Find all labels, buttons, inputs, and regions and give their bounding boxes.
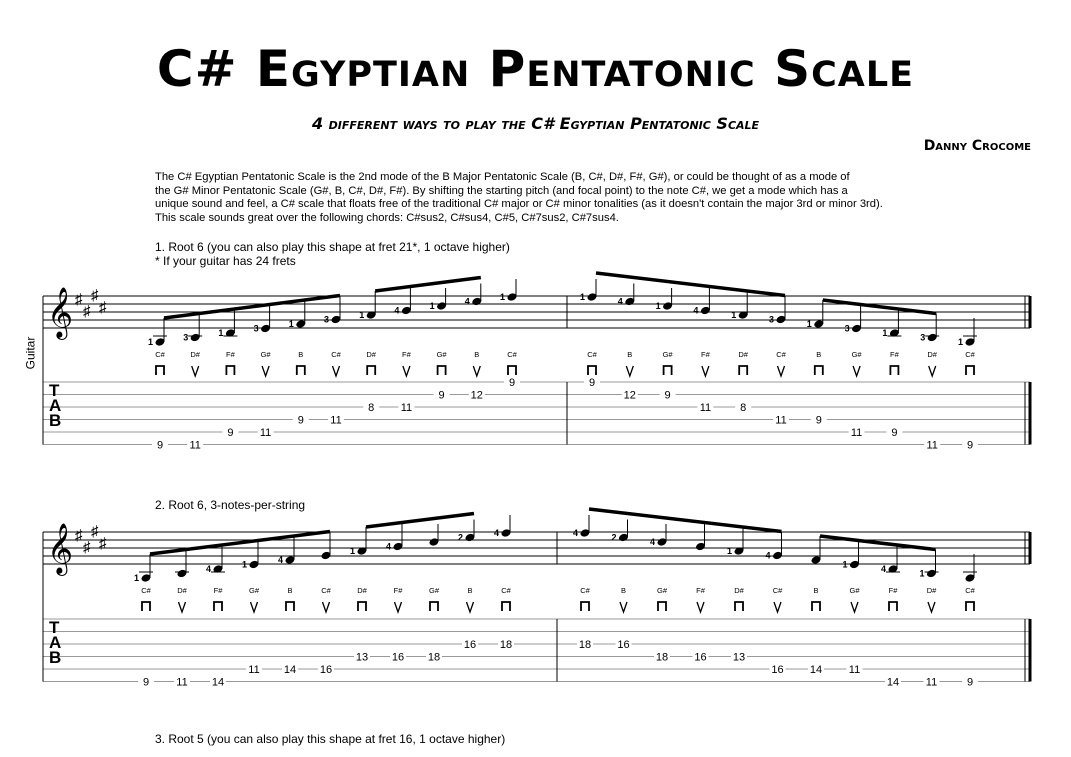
beam xyxy=(589,509,782,532)
finger-number: 4 xyxy=(278,555,284,565)
tab-number: 11 xyxy=(400,402,413,414)
finger-number: 1 xyxy=(350,546,356,556)
finger-number: 3 xyxy=(844,323,850,334)
tab-number: 18 xyxy=(578,639,592,651)
beam xyxy=(366,514,474,528)
upstroke-icon xyxy=(403,366,410,376)
sharp-icon: ♯ xyxy=(91,523,99,540)
note-name: B xyxy=(813,586,819,595)
upstroke-icon xyxy=(262,366,269,376)
finger-number: 1 xyxy=(731,310,737,320)
beam xyxy=(375,278,481,292)
note-name: F# xyxy=(393,586,403,595)
upstroke-icon xyxy=(851,602,858,612)
note-name: D# xyxy=(357,586,367,595)
tab-number: 9 xyxy=(297,414,304,427)
finger-number: 1 xyxy=(134,573,140,583)
downstroke-icon xyxy=(658,602,666,611)
upstroke-icon xyxy=(395,602,402,612)
finger-number: 4 xyxy=(693,305,699,316)
downstroke-icon xyxy=(214,602,222,611)
finger-number: 1 xyxy=(359,310,365,320)
finger-number: 1 xyxy=(242,559,248,570)
finger-number: 2 xyxy=(611,532,617,543)
note-name: D# xyxy=(734,586,744,595)
tab-number: 9 xyxy=(815,414,822,427)
tab-number: 16 xyxy=(319,664,333,676)
section-2-label: 2. Root 6, 3-notes-per-string xyxy=(155,498,306,512)
beam xyxy=(823,300,936,314)
tab-number: 12 xyxy=(470,389,483,402)
finger-number: 3 xyxy=(253,323,259,334)
downstroke-icon xyxy=(966,602,974,611)
note-name: D# xyxy=(177,586,187,595)
section-3-label: 3. Root 5 (you can also play this shape at fret 16, 1 octave higher) xyxy=(155,732,506,746)
sharp-icon: ♯ xyxy=(83,539,91,556)
downstroke-icon xyxy=(581,602,589,611)
note-name: G# xyxy=(428,586,440,595)
sharp-icon: ♯ xyxy=(75,527,83,544)
page-subtitle: 4 different ways to play the C# Egyptian Pentatonic Scale xyxy=(311,114,760,133)
downstroke-icon xyxy=(735,602,743,611)
downstroke-icon xyxy=(588,366,596,375)
upstroke-icon xyxy=(179,602,186,612)
note-name: C# xyxy=(331,350,341,359)
note-name: F# xyxy=(402,350,411,359)
treble-clef-icon: 𝄞 xyxy=(47,524,74,573)
tab-number: 11 xyxy=(775,414,787,427)
note-name: C# xyxy=(580,586,590,595)
downstroke-icon xyxy=(812,602,820,611)
sharp-icon: ♯ xyxy=(99,535,107,552)
tab-number: 14 xyxy=(211,676,225,689)
sharp-icon: ♯ xyxy=(83,303,91,320)
tab-clef-letter: A xyxy=(49,633,62,652)
instrument-label: Guitar xyxy=(23,336,38,370)
tab-number: 9 xyxy=(966,676,974,689)
tab-number: 16 xyxy=(617,639,630,651)
finger-number: 4 xyxy=(464,296,470,307)
note-name: D# xyxy=(927,350,937,359)
note-name: C# xyxy=(321,586,331,595)
note-name: C# xyxy=(965,586,975,595)
upstroke-icon xyxy=(697,602,704,612)
tab-number: 13 xyxy=(355,651,369,664)
note-name: C# xyxy=(507,350,517,359)
tab-clef-letter: T xyxy=(49,381,60,400)
finger-number: 4 xyxy=(765,550,771,561)
tab-number: 16 xyxy=(771,664,784,676)
beam xyxy=(596,273,785,296)
tab-number: 8 xyxy=(740,402,747,414)
finger-number: 1 xyxy=(655,301,661,311)
tab-number: 11 xyxy=(699,402,712,414)
upstroke-icon xyxy=(620,602,627,612)
tab-number: 9 xyxy=(664,389,671,402)
downstroke-icon xyxy=(664,366,672,375)
upstroke-icon xyxy=(928,602,935,612)
note-name: C# xyxy=(772,586,783,595)
note-name: B xyxy=(467,586,473,595)
finger-number: 3 xyxy=(183,332,189,343)
note-name: B xyxy=(287,586,293,595)
tab-number: 16 xyxy=(694,651,707,664)
downstroke-icon xyxy=(966,366,974,375)
intro-line: the G# Minor Pentatonic Scale (G#, B, C#, D#, F#). By shifting the starting pitch (and focal point) to the note C#, we get a mode which has a xyxy=(155,184,848,197)
page-title: C# Egyptian Pentatonic Scale xyxy=(156,40,915,98)
note-name: G# xyxy=(656,586,668,595)
tab-number: 9 xyxy=(966,439,974,452)
downstroke-icon xyxy=(815,366,823,375)
tab-number: 11 xyxy=(848,664,861,676)
sharp-icon: ♯ xyxy=(91,287,99,304)
upstroke-icon xyxy=(778,366,785,376)
finger-number: 1 xyxy=(727,546,733,556)
note-name: F# xyxy=(701,350,710,359)
downstroke-icon xyxy=(286,602,294,611)
tab-number: 11 xyxy=(176,676,188,689)
note-name: B xyxy=(298,350,304,359)
finger-number: 4 xyxy=(573,528,579,538)
finger-number: 4 xyxy=(881,564,887,574)
tab-clef-letter: B xyxy=(49,648,62,667)
note-name: G# xyxy=(662,350,673,359)
upstroke-icon xyxy=(333,366,340,376)
tab-number: 13 xyxy=(732,651,746,664)
finger-number: 4 xyxy=(494,528,500,538)
beam xyxy=(164,296,340,319)
downstroke-icon xyxy=(430,602,438,611)
note-name: C# xyxy=(155,350,165,359)
downstroke-icon xyxy=(889,602,897,611)
tab-number: 14 xyxy=(886,676,900,689)
tab-number: 18 xyxy=(427,651,441,664)
note-name: D# xyxy=(926,586,937,595)
tab-number: 9 xyxy=(156,439,164,452)
finger-number: 1 xyxy=(958,337,964,347)
tab-number: 16 xyxy=(463,639,477,651)
finger-number: 4 xyxy=(206,564,212,574)
note-name: B xyxy=(620,586,627,595)
tab-number: 11 xyxy=(189,439,201,452)
finger-number: 1 xyxy=(218,328,224,338)
tab-number: 9 xyxy=(142,676,150,689)
downstroke-icon xyxy=(890,366,898,375)
finger-number: 3 xyxy=(324,314,330,325)
tab-number: 11 xyxy=(926,439,938,452)
finger-number: 1 xyxy=(842,559,848,570)
finger-number: 1 xyxy=(429,301,435,311)
intro-line: The C# Egyptian Pentatonic Scale is the 2nd mode of the B Major Pentatonic Scale (B, C#, D#, F#, G#), or could be thought of as a mode of xyxy=(155,171,850,183)
beam xyxy=(820,536,936,550)
downstroke-icon xyxy=(739,366,747,375)
note-name: G# xyxy=(260,350,271,359)
note-name: F# xyxy=(890,350,899,359)
note-name: C# xyxy=(587,350,597,359)
tab-number: 11 xyxy=(248,664,260,676)
downstroke-icon xyxy=(367,366,375,375)
finger-number: 1 xyxy=(288,319,294,329)
note-name: F# xyxy=(213,586,223,595)
finger-number: 4 xyxy=(394,305,400,316)
note-name: C# xyxy=(965,350,975,359)
finger-number: 4 xyxy=(650,537,656,547)
finger-number: 1 xyxy=(580,292,586,302)
downstroke-icon xyxy=(438,366,446,375)
note-name: B xyxy=(627,350,633,359)
tab-clef-letter: A xyxy=(49,396,62,415)
tab-number: 11 xyxy=(850,427,863,439)
downstroke-icon xyxy=(297,366,305,375)
finger-number: 1 xyxy=(882,328,888,338)
note-name: B xyxy=(816,350,822,359)
upstroke-icon xyxy=(626,366,633,376)
section-1-label: 1. Root 6 (you can also play this shape at fret 21*, 1 octave higher) xyxy=(155,240,510,254)
finger-number: 2 xyxy=(458,532,464,543)
intro-line: This scale sounds great over the following chords: C#sus2, C#sus4, C#5, C#7sus2, C#7sus4. xyxy=(155,211,619,224)
note-name: F# xyxy=(888,586,898,595)
note-name: D# xyxy=(366,350,376,359)
note-name: G# xyxy=(849,586,860,595)
tab-number: 9 xyxy=(438,389,445,402)
upstroke-icon xyxy=(192,366,199,376)
tab-number: 9 xyxy=(891,427,898,439)
note-name: C# xyxy=(501,586,511,595)
upstroke-icon xyxy=(929,366,936,376)
note-name: G# xyxy=(248,586,260,595)
upstroke-icon xyxy=(467,602,474,612)
intro-line: unique sound and feel, a C# scale that floats free of the traditional C# major or C# minor tonalities (as it doesn't contain the major 3rd or minor 3rd). xyxy=(155,198,883,211)
note-name: D# xyxy=(738,350,748,359)
downstroke-icon xyxy=(508,366,516,375)
upstroke-icon xyxy=(774,602,781,612)
finger-number: 3 xyxy=(769,314,775,325)
finger-number: 4 xyxy=(617,296,623,307)
tab-number: 9 xyxy=(227,427,234,439)
tab-number: 8 xyxy=(368,402,375,414)
note-name: C# xyxy=(776,350,786,359)
tab-number: 9 xyxy=(508,377,516,389)
note-name: D# xyxy=(190,350,200,359)
note-name: G# xyxy=(436,350,447,359)
tab-number: 16 xyxy=(391,651,405,664)
finger-number: 1 xyxy=(806,319,812,329)
downstroke-icon xyxy=(156,366,164,375)
tab-number: 14 xyxy=(809,664,823,676)
finger-number: 1 xyxy=(148,337,154,347)
upstroke-icon xyxy=(323,602,330,612)
tab-clef-letter: T xyxy=(49,618,60,637)
tab-number: 9 xyxy=(588,377,596,389)
sharp-icon: ♯ xyxy=(99,299,107,316)
upstroke-icon xyxy=(853,366,860,376)
downstroke-icon xyxy=(142,602,150,611)
tab-number: 12 xyxy=(623,389,636,402)
note-name: F# xyxy=(226,350,235,359)
note-name: C# xyxy=(141,586,151,595)
beam xyxy=(150,532,330,555)
author-name: Danny Crocome xyxy=(923,138,1031,154)
finger-number: 1 xyxy=(500,292,506,302)
note-name: G# xyxy=(851,350,862,359)
tab-number: 18 xyxy=(655,651,669,664)
downstroke-icon xyxy=(358,602,366,611)
tab-number: 11 xyxy=(330,414,342,427)
finger-number: 1 xyxy=(919,568,925,579)
upstroke-icon xyxy=(702,366,709,376)
upstroke-icon xyxy=(473,366,480,376)
finger-number: 4 xyxy=(386,541,392,552)
tab-number: 11 xyxy=(925,676,938,689)
note-name: F# xyxy=(696,586,705,595)
tab-number: 11 xyxy=(259,427,272,439)
treble-clef-icon: 𝄞 xyxy=(47,288,74,337)
tab-clef-letter: B xyxy=(49,411,62,430)
tab-number: 14 xyxy=(283,664,297,676)
upstroke-icon xyxy=(251,602,258,612)
sharp-icon: ♯ xyxy=(75,291,83,308)
finger-number: 3 xyxy=(920,332,926,343)
tab-number: 18 xyxy=(499,639,513,651)
note-name: B xyxy=(474,350,480,359)
downstroke-icon xyxy=(502,602,510,611)
section-1-note: * If your guitar has 24 frets xyxy=(155,254,296,268)
downstroke-icon xyxy=(226,366,234,375)
